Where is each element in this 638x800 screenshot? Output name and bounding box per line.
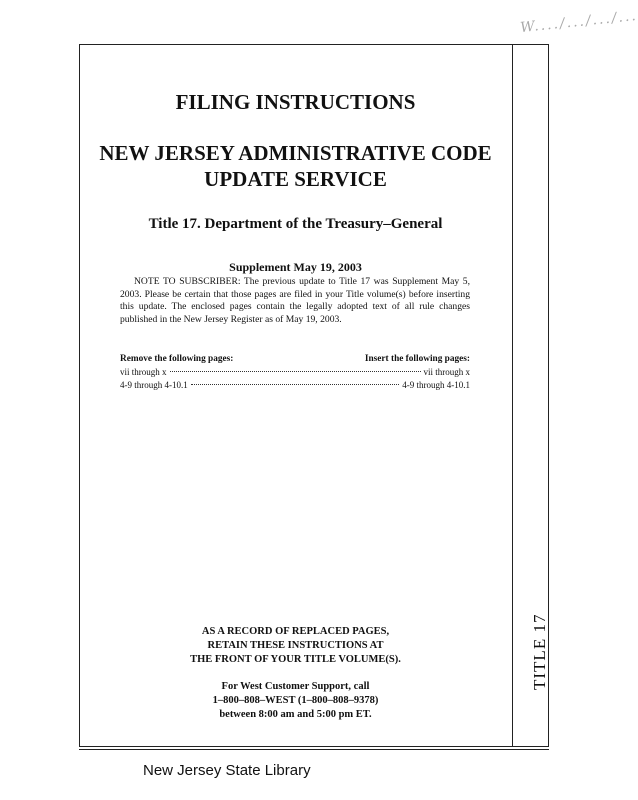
pages-table [120,354,470,390]
insert-header: Insert the following pages: [364,354,470,364]
code-heading [79,140,512,192]
table-row [120,380,470,390]
remove-pages: 4-9 through 4-10.1 [120,380,188,390]
record-line-3: THE FRONT OF YOUR TITLE VOLUME(S). [190,654,401,665]
pages-table-header [120,354,470,364]
dot-leader [170,371,421,372]
service-title: UPDATE SERVICE [204,167,387,191]
handwritten-note: W..../.../.../... [519,7,638,37]
support-line-3: between 8:00 am and 5:00 pm ET. [219,709,372,720]
title-line: Title 17. Department of the Treasury–General [148,216,443,232]
support-line-2: 1–800–808–WEST (1–800–808–9378) [212,695,379,706]
dot-leader [191,384,400,385]
remove-pages: vii through x [120,367,167,377]
library-footer: New Jersey State Library [143,762,311,779]
supplement-date: Supplement May 19, 2003 [229,260,362,274]
remove-header: Remove the following pages: [120,354,234,364]
record-line-2: RETAIN THESE INSTRUCTIONS AT [207,640,384,651]
filing-instructions-heading: FILING INSTRUCTIONS [175,90,416,114]
insert-pages: vii through x [423,367,470,377]
frame-double-rule [79,749,549,750]
title-tab-label: TITLE 17 [530,613,549,690]
insert-pages: 4-9 through 4-10.1 [402,380,470,390]
support-notice [79,680,512,722]
record-line-1: AS A RECORD OF REPLACED PAGES, [201,626,390,637]
support-line-1: For West Customer Support, call [221,681,370,692]
subscriber-note: NOTE TO SUBSCRIBER: The previous update to Title 17 was Supplement May 5, 2003. Please be certain that those pages are filed in your Title volume(s) before inserting this update. The enclosed pages contain the legally adopted text of all rule changes published in the New Jersey Register as of May 19, 2003. [120,276,470,325]
record-notice [79,625,512,667]
code-title: NEW JERSEY ADMINISTRATIVE CODE [99,141,492,165]
tab-divider [512,44,513,747]
table-row [120,367,470,377]
